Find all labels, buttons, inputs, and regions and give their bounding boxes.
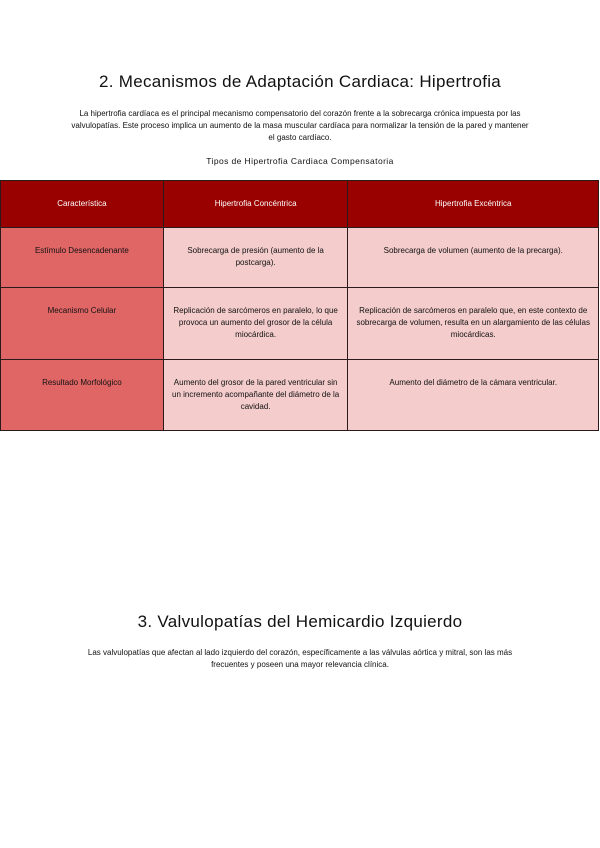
section-2-title: 2. Mecanismos de Adaptación Cardiaca: Hipertrofia [98, 72, 502, 91]
table-row [1, 288, 599, 360]
table-cell: Replicación de sarcómeros en paralelo que, en este contexto de sobrecarga de volumen, resulta en un alargamiento de las células miocárdicas. [348, 288, 599, 360]
row-label: Estímulo Desencadenante [1, 228, 164, 288]
header-excentrica: Hipertrofia Excéntrica [348, 181, 599, 228]
row-label: Resultado Morfológico [1, 360, 164, 431]
table-cell: Aumento del diámetro de la cámara ventricular. [348, 360, 599, 431]
table-cell: Replicación de sarcómeros en paralelo, lo que provoca un aumento del grosor de la célula miocárdica. [163, 288, 348, 360]
header-concentrica: Hipertrofia Concéntrica [163, 181, 348, 228]
table-row [1, 360, 599, 431]
table-cell: Aumento del grosor de la pared ventricular sin un incremento acompañante del diámetro de la cavidad. [163, 360, 348, 431]
table-header-row [1, 181, 599, 228]
hypertrophy-table [0, 180, 599, 431]
section-3-intro: Las valvulopatías que afectan al lado izquierdo del corazón, específicamente a las válvulas aórtica y mitral, son las más frecuentes y poseen una mayor relevancia clínica. [87, 648, 513, 669]
table-caption: Tipos de Hipertrofia Cardiaca Compensatoria [206, 156, 394, 166]
header-caracteristica: Característica [1, 181, 164, 228]
section-3-title: 3. Valvulopatías del Hemicardio Izquierdo [137, 612, 463, 631]
table-cell: Sobrecarga de volumen (aumento de la precarga). [348, 228, 599, 288]
section-2-intro: La hipertrofia cardíaca es el principal mecanismo compensatorio del corazón frente a la sobrecarga crónica impuesta por las valvulopatías. Este proceso implica un aumento de la masa muscular cardíaca para normalizar la tensión de la pared y mantener el gasto cardíaco. [71, 109, 529, 142]
table-cell: Sobrecarga de presión (aumento de la postcarga). [163, 228, 348, 288]
row-label: Mecanismo Celular [1, 288, 164, 360]
table-row [1, 228, 599, 288]
